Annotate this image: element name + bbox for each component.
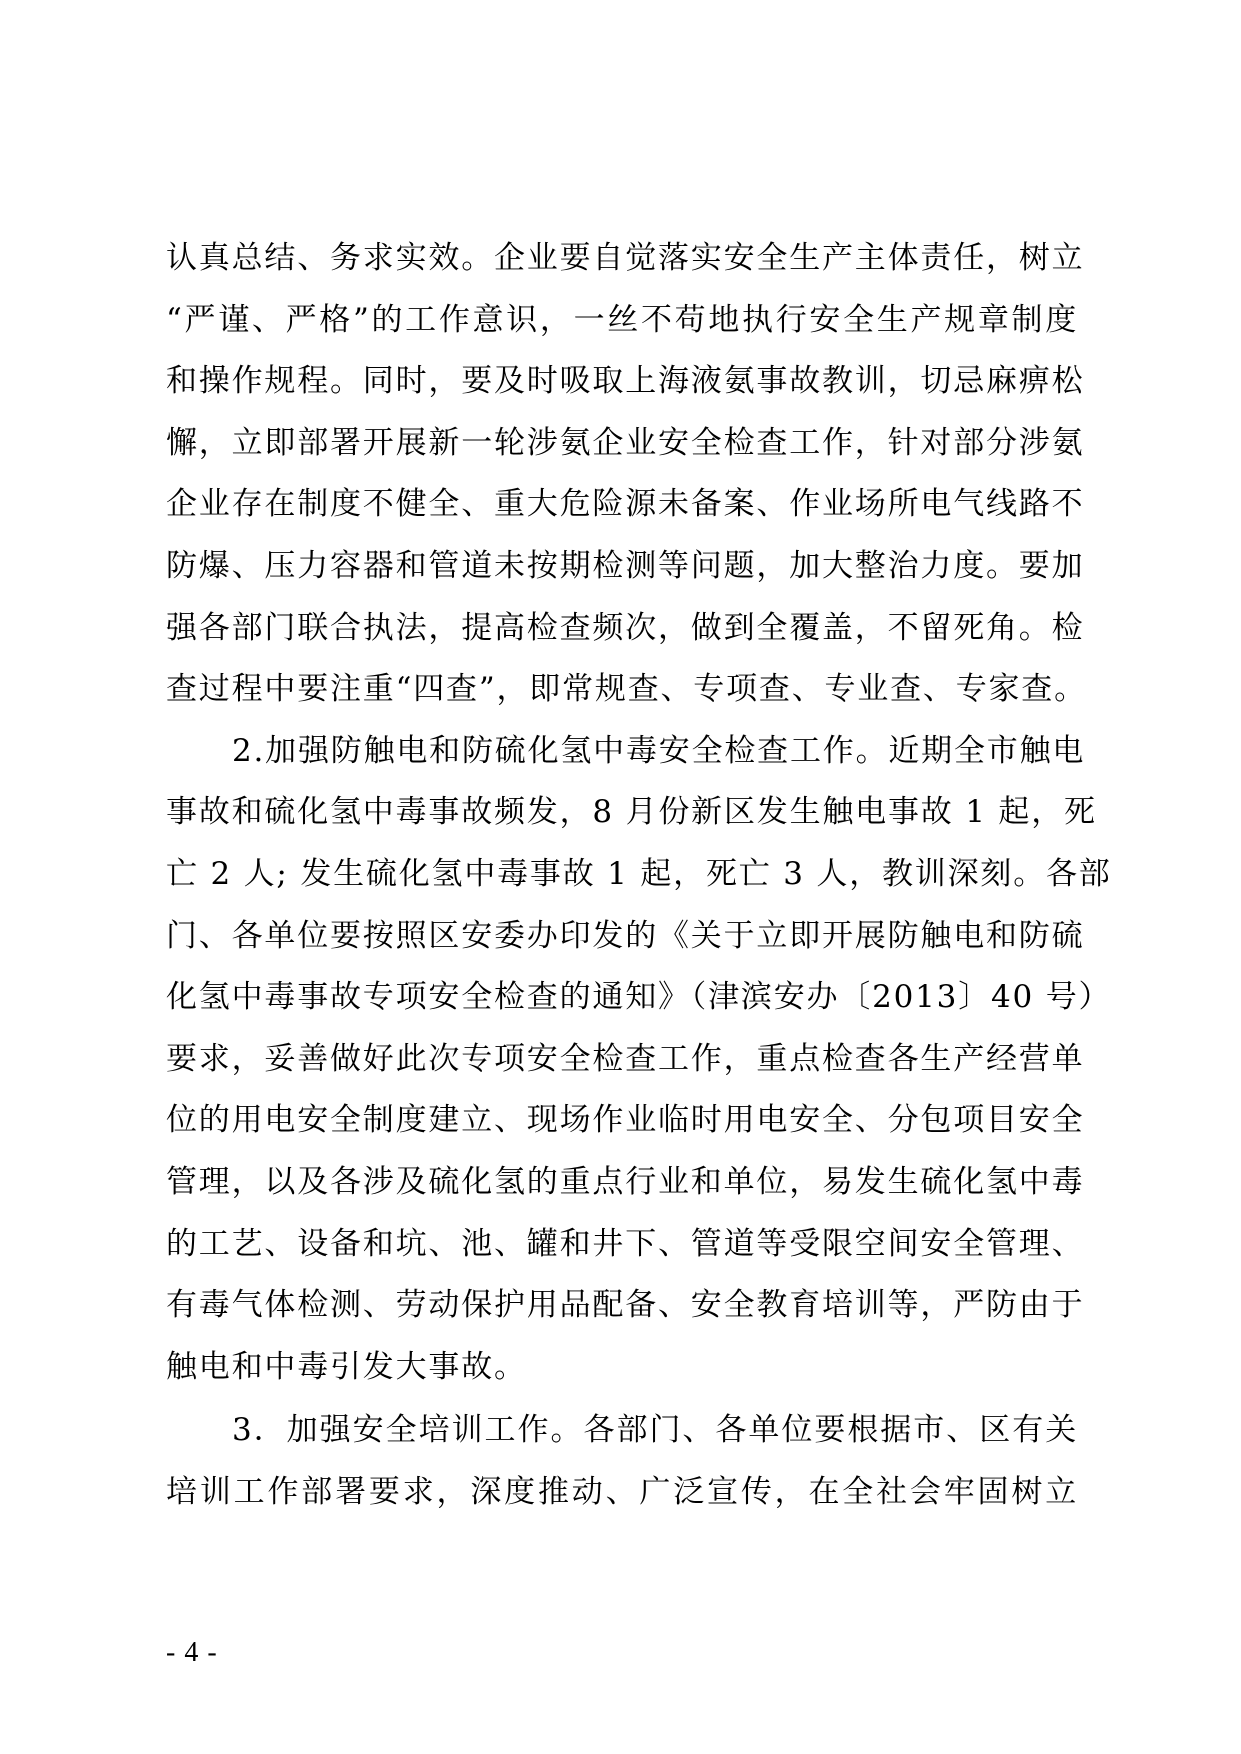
text-line: 位的用电安全制度建立、现场作业临时用电安全、分包项目安全 [166, 1102, 1085, 1139]
text-line: 防爆、压力容器和管道未按期检测等问题，加大整治力度。要加 [166, 547, 1085, 584]
text-line: 门、各单位要按照区安委办印发的《关于立即开展防触电和防硫 [166, 917, 1085, 954]
text-line: 亡 2 人; 发生硫化氢中毒事故 1 起，死亡 3 人，教训深刻。各部 [166, 855, 1112, 892]
body-text [166, 228, 1112, 1523]
text-line: 企业存在制度不健全、重大危险源未备案、作业场所电气线路不 [166, 486, 1085, 523]
page-number: - 4 - [166, 1637, 218, 1668]
text-line: 触电和中毒引发大事故。 [166, 1348, 527, 1385]
paragraph-3-heading-line: 3．加强安全培训工作。各部门、各单位要根据市、区有关 [232, 1412, 1078, 1449]
paragraph-2-heading-line: 2.加强防触电和防硫化氢中毒安全检查工作。近期全市触电 [232, 732, 1086, 769]
text-line: 查过程中要注重“四查”，即常规查、专项查、专业查、专家查。 [166, 671, 1087, 708]
text-line: 要求，妥善做好此次专项安全检查工作，重点检查各生产经营单 [166, 1040, 1085, 1077]
text-line: 懈，立即部署开展新一轮涉氨企业安全检查工作，针对部分涉氨 [166, 424, 1085, 461]
text-line: “严谨、严格”的工作意识，一丝不苟地执行安全生产规章制度 [166, 301, 1078, 338]
text-line: 化氢中毒事故专项安全检查的通知》（津滨安办〔2013〕40 号） [166, 979, 1112, 1016]
text-line: 和操作规程。同时，要及时吸取上海液氨事故教训，切忌麻痹松 [166, 363, 1085, 400]
text-line: 培训工作部署要求，深度推动、广泛宣传，在全社会牢固树立 [166, 1473, 1078, 1510]
text-line: 事故和硫化氢中毒事故频发，8 月份新区发生触电事故 1 起，死 [166, 794, 1097, 831]
text-line: 管理，以及各涉及硫化氢的重点行业和单位，易发生硫化氢中毒 [166, 1163, 1085, 1200]
text-line: 的工艺、设备和坑、池、罐和井下、管道等受限空间安全管理、 [166, 1225, 1085, 1262]
text-line: 有毒气体检测、劳动保护用品配备、安全教育培训等，严防由于 [166, 1287, 1085, 1324]
text-line: 强各部门联合执法，提高检查频次，做到全覆盖，不留死角。检 [166, 609, 1085, 646]
text-line: 认真总结、务求实效。企业要自觉落实安全生产主体责任，树立 [166, 240, 1085, 276]
